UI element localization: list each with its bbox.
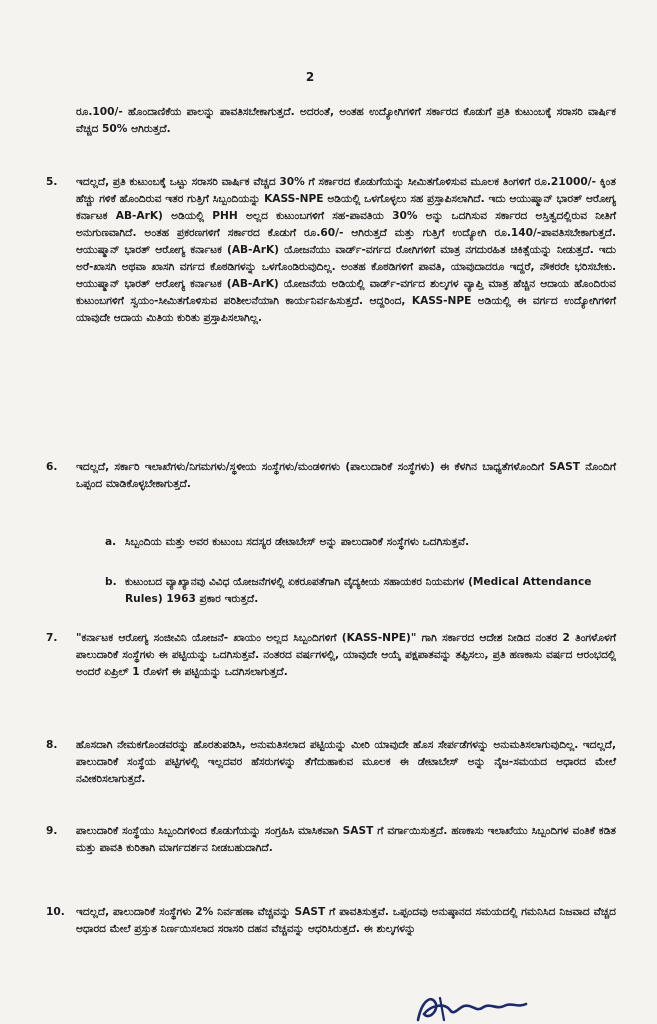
list-item (46, 904, 616, 938)
item-text: ಇದಲ್ಲದೆ, ಸರ್ಕಾರಿ ಇಲಾಖೆಗಳು/ನಿಗಮಗಳು/ಸ್ಥಳೀಯ ಸಂಸ್ಥೆಗಳು/ಮಂಡಳಿಗಳು (ಪಾಲುದಾರಿಕೆ ಸಂಸ್ಥೆಗಳು) ಈ ಕೆಳಗಿನ ಬಾಧ್ಯತೆಗಳೊಂದಿಗೆ SAST ನೊಂದಿಗೆ ಒಪ್ಪಂದ ಮಾಡಿಕೊಳ್ಳಬೇಕಾಗುತ್ತದೆ. (76, 461, 616, 490)
signature-mark (410, 990, 560, 1024)
item-text: ಇದಲ್ಲದೆ, ಪಾಲುದಾರಿಕೆ ಸಂಸ್ಥೆಗಳು 2% ನಿರ್ವಹಣಾ ವೆಚ್ಚವನ್ನು SAST ಗೆ ಪಾವತಿಸುತ್ತವೆ. ಒಪ್ಪಂದವು ಅನುಷ್ಠಾನದ ಸಮಯದಲ್ಲಿ ಗಮನಿಸಿದ ನಿಜವಾದ ವೆಚ್ಚದ ಆಧಾರದ ಮೇಲೆ ಪ್ರಸ್ತುತ ನಿರ್ಣಯಿಸಲಾದ ಸರಾಸರಿ ದಹನ ವೆಚ್ಚವನ್ನು ಆಧರಿಸಿರುತ್ತದೆ. ಈ ಶುಲ್ಕಗಳನ್ನು (76, 906, 616, 935)
page-number: 2 (305, 70, 315, 84)
list-item (46, 823, 616, 857)
item-number: 5. (46, 176, 58, 188)
list-item (46, 737, 616, 788)
item-number: 8. (46, 739, 58, 751)
sub-item-letter: a. (105, 536, 117, 548)
intro-text: ರೂ.100/- ಹೊಂದಾಣಿಕೆಯ ಪಾಲನ್ನು ಪಾವತಿಸಬೇಕಾಗುತ್ತದೆ. ಅದರಂತೆ, ಅಂತಹ ಉದ್ಯೋಗಿಗಳಿಗೆ ಸರ್ಕಾರದ ಕೊಡುಗೆ ಪ್ರತಿ ಕುಟುಂಬಕ್ಕೆ ಸರಾಸರಿ ವಾರ್ಷಿಕ ವೆಚ್ಚದ 50% ಆಗಿರುತ್ತದೆ. (76, 106, 616, 135)
list-item (46, 174, 616, 327)
sub-item-letter: b. (105, 576, 117, 588)
item-text: ಇದಲ್ಲದೆ, ಪ್ರತಿ ಕುಟುಂಬಕ್ಕೆ ಒಟ್ಟು ಸರಾಸರಿ ವಾರ್ಷಿಕ ವೆಚ್ಚದ 30% ಗೆ ಸರ್ಕಾರದ ಕೊಡುಗೆಯನ್ನು ಸೀಮಿತಗೊಳಿಸುವ ಮೂಲಕ ತಿಂಗಳಿಗೆ ರೂ.21000/- ಕ್ಕಿಂತ ಹೆಚ್ಚು ಗಳಿಕೆ ಹೊಂದಿರುವ ಇತರ ಗುತ್ತಿಗೆ ಸಿಬ್ಬಂದಿಯನ್ನು KASS-NPE ಅಡಿಯಲ್ಲಿ ಒಳಗೊಳ್ಳಲು ಸಹ ಪ್ರಸ್ತಾಪಿಸಲಾಗಿದೆ. ಇದು ಆಯುಷ್ಮಾನ್ ಭಾರತ್ ಆರೋಗ್ಯ ಕರ್ನಾಟಕ AB-ArK) ಅಡಿಯಲ್ಲಿ PHH ಅಲ್ಲದ ಕುಟುಂಬಗಳಿಗೆ ಸಹ-ಪಾವತಿಯ 30% ಅನ್ನು ಒದಗಿಸುವ ಸರ್ಕಾರದ ಅಸ್ತಿತ್ವದಲ್ಲಿರುವ ನೀತಿಗೆ ಅನುಗುಣವಾಗಿದೆ. ಅಂತಹ ಪ್ರಕರಣಗಳಿಗೆ ಸರ್ಕಾರದ ಕೊಡುಗೆ ರೂ.60/- ಆಗಿರುತ್ತದೆ ಮತ್ತು ಗುತ್ತಿಗೆ ಉದ್ಯೋಗಿ ರೂ.140/-ಪಾವತಿಸಬೇಕಾಗುತ್ತದೆ. ಆಯುಷ್ಮಾನ್ ಭಾರತ್ ಆರೋಗ್ಯ ಕರ್ನಾಟಕ (AB-ArK) ಯೋಜನೆಯು ವಾರ್ಡ್-ವರ್ಗದ ರೋಗಿಗಳಿಗೆ ಮಾತ್ರ ನಗದುರಹಿತ ಚಿಕಿತ್ಸೆಯನ್ನು ನೀಡುತ್ತದೆ. ಇದು ಅರೆ-ಖಾಸಗಿ ಅಥವಾ ಖಾಸಗಿ ವರ್ಗದ ಕೊಠಡಿಗಳನ್ನು ಒಳಗೊಂಡಿರುವುದಿಲ್ಲ. ಅಂತಹ ಕೊಠಡಿಗಳಿಗೆ ಪಾವತಿ, ಯಾವುದಾದರೂ ಇದ್ದರೆ, ನೌಕರರೇ ಭರಿಸಬೇಕು. ಆಯುಷ್ಮಾನ್ ಭಾರತ್ ಆರೋಗ್ಯ ಕರ್ನಾಟಕ (AB-ArK) ಯೋಜನೆಯ ಅಡಿಯಲ್ಲಿ ವಾರ್ಡ್-ವರ್ಗದ ಶುಲ್ಕಗಳ ವ್ಯಾಪ್ತಿ ಮಾತ್ರ ಹೆಚ್ಚಿನ ಆದಾಯ ಹೊಂದಿರುವ ಕುಟುಂಬಗಳಿಗೆ ಸ್ವಯಂ-ಸೀಮಿತಗೊಳಿಸುವ ಪರಿಶೀಲನೆಯಾಗಿ ಕಾರ್ಯನಿರ್ವಹಿಸುತ್ತದೆ. ಆದ್ದರಿಂದ, KASS-NPE ಅಡಿಯಲ್ಲಿ ಈ ವರ್ಗದ ಉದ್ಯೋಗಿಗಳಿಗೆ ಯಾವುದೇ ಆದಾಯ ಮಿತಿಯ ಕುರಿತು ಪ್ರಸ್ತಾಪಿಸಲಾಗಿಲ್ಲ. (76, 176, 616, 324)
sub-item-text: ಕುಟುಂಬದ ವ್ಯಾಖ್ಯಾನವು ವಿವಿಧ ಯೋಜನೆಗಳಲ್ಲಿ ಏಕರೂಪತೆಗಾಗಿ ವೈದ್ಯಕೀಯ ಸಹಾಯಕರ ನಿಯಮಗಳ (Medical Attendance Rules) 1963 ಪ್ರಕಾರ ಇರುತ್ತದೆ. (125, 576, 592, 605)
list-item (46, 630, 616, 681)
item-text: "ಕರ್ನಾಟಕ ಆರೋಗ್ಯ ಸಂಜೀವಿನಿ ಯೋಜನೆ- ಖಾಯಂ ಅಲ್ಲದ ಸಿಬ್ಬಂದಿಗಳಿಗೆ (KASS-NPE)" ಗಾಗಿ ಸರ್ಕಾರದ ಆದೇಶ ನೀಡಿದ ನಂತರ 2 ತಿಂಗಳೊಳಗೆ ಪಾಲುದಾರಿಕೆ ಸಂಸ್ಥೆಗಳು ಈ ಪಟ್ಟಿಯನ್ನು ಒದಗಿಸುತ್ತವೆ. ನಂತರದ ವರ್ಷಗಳಲ್ಲಿ, ಯಾವುದೇ ಆಯ್ಕೆ ಪಕ್ಷಪಾತವನ್ನು ತಪ್ಪಿಸಲು, ಪ್ರತಿ ಹಣಕಾಸು ವರ್ಷದ ಆರಂಭದಲ್ಲಿ ಅಂದರೆ ಏಪ್ರಿಲ್ 1 ರೊಳಗೆ ಈ ಪಟ್ಟಿಯನ್ನು ಒದಗಿಸಲಾಗುತ್ತದೆ. (76, 632, 616, 678)
sub-list-item (105, 534, 617, 551)
intro-paragraph (56, 104, 616, 138)
item-number: 9. (46, 825, 58, 837)
item-text: ಹೊಸದಾಗಿ ನೇಮಕಗೊಂಡವರನ್ನು ಹೊರತುಪಡಿಸಿ, ಅನುಮತಿಸಲಾದ ಪಟ್ಟಿಯನ್ನು ಮೀರಿ ಯಾವುದೇ ಹೊಸ ಸೇರ್ಪಡೆಗಳನ್ನು ಅನುಮತಿಸಲಾಗುವುದಿಲ್ಲ. ಇದಲ್ಲದೆ, ಪಾಲುದಾರಿಕೆ ಸಂಸ್ಥೆಯ ಪಟ್ಟಿಗಳಲ್ಲಿ ಇಲ್ಲದವರ ಹೆಸರುಗಳನ್ನು ತೆಗೆದುಹಾಕುವ ಮೂಲಕ ಈ ಡೇಟಾಬೇಸ್ ಅನ್ನು ನೈಜ-ಸಮಯದ ಆಧಾರದ ಮೇಲೆ ನವೀಕರಿಸಲಾಗುತ್ತದೆ. (76, 739, 616, 785)
item-number: 6. (46, 461, 58, 473)
item-text: ಪಾಲುದಾರಿಕೆ ಸಂಸ್ಥೆಯು ಸಿಬ್ಬಂದಿಗಳಿಂದ ಕೊಡುಗೆಯನ್ನು ಸಂಗ್ರಹಿಸಿ ಮಾಸಿಕವಾಗಿ SAST ಗೆ ವರ್ಗಾಯಿಸುತ್ತದೆ. ಹಣಕಾಸು ಇಲಾಖೆಯು ಸಿಬ್ಬಂದಿಗಳ ವಂತಿಕೆ ಕಡಿತ ಮತ್ತು ಪಾವತಿ ಕುರಿತಾಗಿ ಮಾರ್ಗದರ್ಶನ ನೀಡಬಹುದಾಗಿದೆ. (76, 825, 616, 854)
item-number: 10. (46, 906, 65, 918)
item-number: 7. (46, 632, 58, 644)
sub-item-text: ಸಿಬ್ಬಂದಿಯ ಮತ್ತು ಅವರ ಕುಟುಂಬ ಸದಸ್ಯರ ಡೇಟಾಬೇಸ್ ಅನ್ನು ಪಾಲುದಾರಿಕೆ ಸಂಸ್ಥೆಗಳು ಒದಗಿಸುತ್ತವೆ. (125, 536, 470, 548)
list-item (46, 459, 616, 493)
sub-list-item (105, 574, 617, 608)
